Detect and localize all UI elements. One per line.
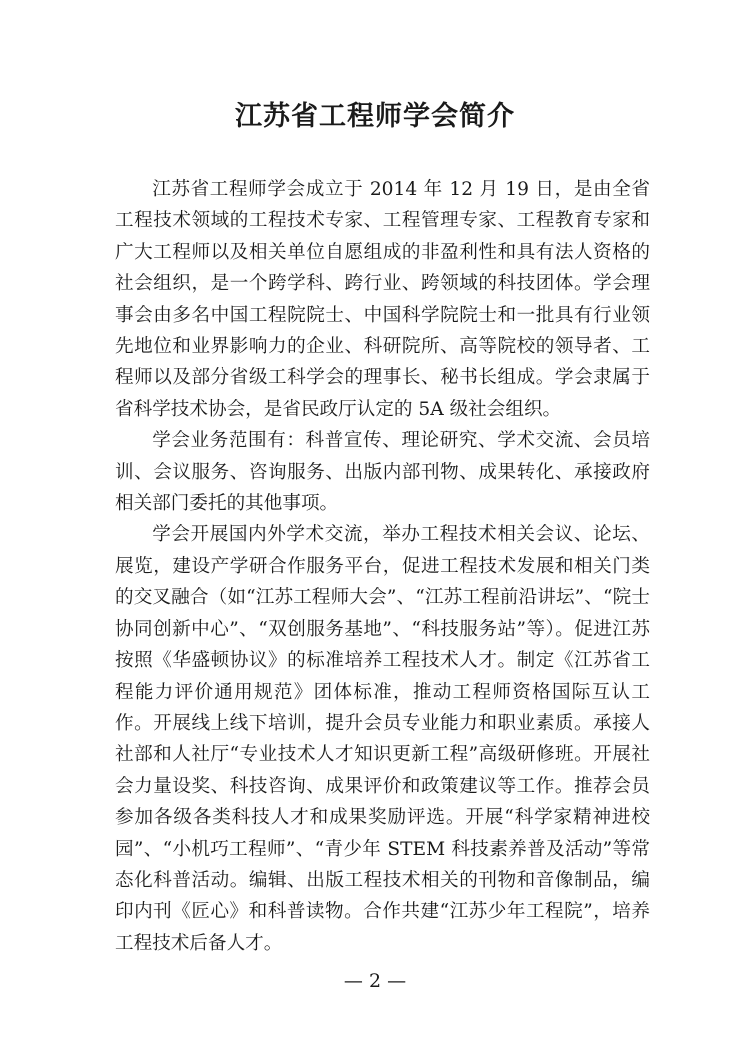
document-body	[115, 174, 650, 959]
paragraph-business-scope: 学会业务范围有：科普宣传、理论研究、学术交流、会员培训、会议服务、咨询服务、出版内部刊物、成果转化、承接政府相关部门委托的其他事项。	[115, 430, 650, 515]
paragraph-introduction: 江苏省工程师学会成立于 2014 年 12 月 19 日，是由全省工程技术领域的工程技术专家、工程管理专家、工程教育专家和广大工程师以及相关单位自愿组成的非盈利性和具有法人资格的社会组织，是一个跨学科、跨行业、跨领域的科技团体。学会理事会由多名中国工程院院士、中国科学院院士和一批具有行业领先地位和业界影响力的企业、科研院所、高等院校的领导者、工程师以及部分省级工科学会的理事长、秘书长组成。学会隶属于省科学技术协会，是省民政厅认定的 5A 级社会组织。	[115, 179, 650, 420]
page-number: — 2 —	[343, 970, 407, 992]
document-title: 江苏省工程师学会简介	[235, 101, 515, 132]
paragraph-activities: 学会开展国内外学术交流，举办工程技术相关会议、论坛、展览，建设产学研合作服务平台，促进工程技术发展和相关门类的交叉融合（如“江苏工程师大会”、“江苏工程前沿讲坛”、“院士协同创新中心”、“双创服务基地”、“科技服务站”等）。促进江苏按照《华盛顿协议》的标准培养工程技术人才。制定《江苏省工程能力评价通用规范》团体标准，推动工程师资格国际互认工作。开展线上线下培训，提升会员专业能力和职业素质。承接人社部和人社厅“专业技术人才知识更新工程”高级研修班。开展社会力量设奖、科技咨询、成果评价和政策建议等工作。推荐会员参加各级各类科技人才和成果奖励评选。开展“科学家精神进校园”、“小机巧工程师”、“青少年 STEM 科技素养普及活动”等常态化科普活动。编辑、出版工程技术相关的刊物和音像制品，编印内刊《匠心》和科普读物。合作共建“江苏少年工程院”，培养工程技术后备人才。	[115, 524, 650, 954]
